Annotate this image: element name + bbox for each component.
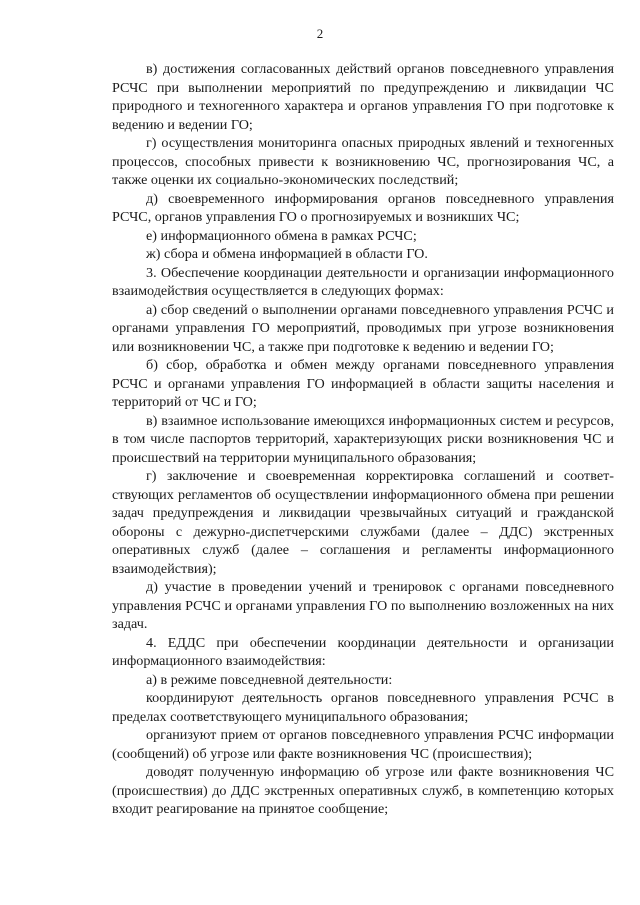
paragraph-3-v: в) взаимное использование имеющихся информационных систем и ресурсов, в том числе паспортов территорий, характеризующих риски возникновения ЧС и происшествий на территории муниципального образования; xyxy=(112,412,614,466)
paragraph-item-zh: ж) сбора и обмена информацией в области ГО. xyxy=(146,246,428,262)
paragraph-3-g: г) заключение и своевременная корректировка соглашений и соответствующих регламентов об осуществлении информационного обмена при решении задач предупреждения и ликвидации чрезвычайных ситуаций и гражданской обороны с дежурно-диспетчерскими службами (далее – ДДС) экстренных оперативных служб (далее – соглашения и регламенты информационного взаимодействия); xyxy=(112,468,614,577)
paragraph-3-b: б) сбор, обработка и обмен между органами повседневного управления РСЧС и органами управления ГО информацией в области защиты населения и территорий от ЧС и ГО; xyxy=(112,357,614,410)
paragraph-section-3: 3. Обеспечение координации деятельности и организации информационного взаимодействия осуществляется в следующих формах: xyxy=(112,264,614,299)
paragraph-item-e: е) информационного обмена в рамках РСЧС; xyxy=(146,227,417,244)
paragraph-item-v: в) достижения согласованных действий органов повседневного управления РСЧС при выполнении мероприятий по предупреждению и ликвидации ЧС природного и техногенного характера и органов управления ГО при подготовке к ведению и ведении ГО; xyxy=(112,61,614,133)
paragraph-3-a: а) сбор сведений о выполнении органами повседневного управления РСЧС и органами управления ГО мероприятий, проводимых при угрозе возникновения или возникновении ЧС, а также при подготовке к ведению и ведении ГО; xyxy=(112,301,614,355)
paragraph-4-a-3: доводят полученную информацию об угрозе или факте возникновения ЧС (происшествия) до ДДС экстренных оперативных служб, в компетенцию которых входит реагирование на принятое сообщение; xyxy=(112,764,614,817)
document-body xyxy=(112,60,614,819)
paragraph-section-4: 4. ЕДДС при обеспечении координации деятельности и организации информационного взаимодействия: xyxy=(112,634,614,669)
paragraph-4-a-2: организуют прием от органов повседневного управления РСЧС информации (сообщений) об угрозе или факте возникновения ЧС (происшествия); xyxy=(112,727,614,762)
paragraph-3-d: д) участие в проведении учений и тренировок с органами повседневного управления РСЧС и органами управления ГО по выполнению возложенных на них задач. xyxy=(112,579,614,632)
page-number: 2 xyxy=(316,26,324,41)
paragraph-item-d: д) своевременного информирования органов повседневного управления РСЧС, органов управления ГО о прогнозируемых и возникших ЧС; xyxy=(112,190,614,225)
paragraph-item-g: г) осуществления мониторинга опасных природных явлений и техногенных процессов, способных привести к возникновению ЧС, прогнозирования ЧС, а также оценки их социально-экономических последствий; xyxy=(112,135,614,188)
paragraph-4-a: а) в режиме повседневной деятельности: xyxy=(146,671,393,688)
paragraph-4-a-1: координируют деятельность органов повседневного управления РСЧС в пределах соответствующего муниципального образования; xyxy=(112,690,614,725)
